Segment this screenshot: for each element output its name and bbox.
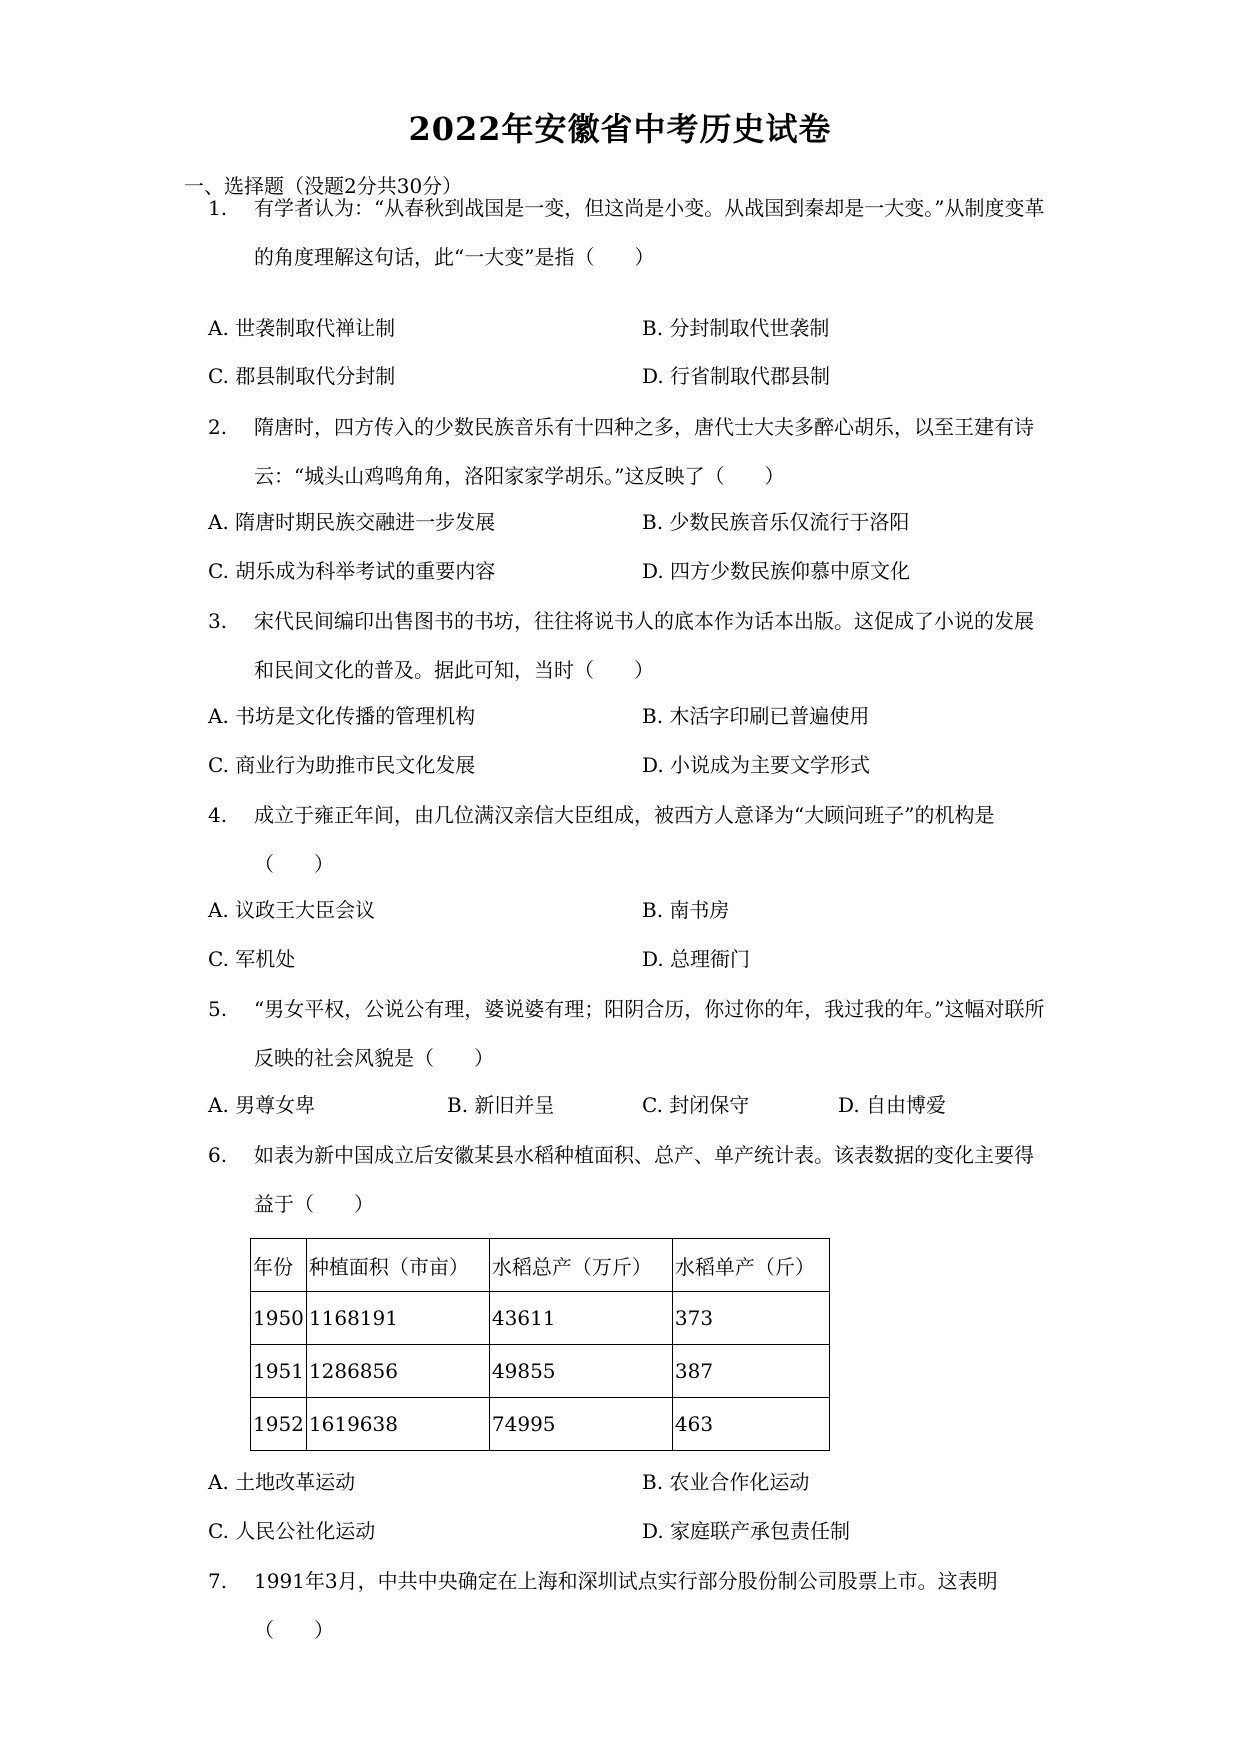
option-a: A. 世袭制取代禅让制 (208, 316, 396, 340)
option-b: B. 南书房 (642, 898, 730, 922)
option-a: A. 书坊是文化传播的管理机构 (208, 704, 476, 728)
question-number: 7. (208, 1569, 228, 1593)
option-b: B. 分封制取代世袭制 (642, 316, 830, 340)
question-stem: 成立于雍正年间，由几位满汉亲信大臣组成，被西方人意译为“大顾问班子”的机构是（ ） (254, 803, 995, 876)
table-header-row (251, 1239, 830, 1292)
table-row (251, 1398, 830, 1451)
page-title: 2022年安徽省中考历史试卷 (408, 110, 832, 148)
question-number: 2. (208, 415, 228, 439)
question-stem: 隋唐时，四方传入的少数民族音乐有十四种之多，唐代士大夫多醉心胡乐，以至王建有诗云：“城头山鸡鸣角角，洛阳家家学胡乐。”这反映了（ ） (254, 415, 1034, 488)
question-stem: 1991年3月，中共中央确定在上海和深圳试点实行部分股份制公司股票上市。这表明（ ） (254, 1569, 998, 1642)
table-cell: 1168191 (306, 1292, 489, 1345)
option-d: D. 四方少数民族仰慕中原文化 (642, 559, 911, 583)
table-row (251, 1292, 830, 1345)
table-header: 年份 (251, 1239, 307, 1292)
table-cell: 1619638 (306, 1398, 489, 1451)
option-b: B. 新旧并呈 (447, 1093, 555, 1117)
option-b: B. 少数民族音乐仅流行于洛阳 (642, 510, 910, 534)
option-c: C. 军机处 (208, 947, 296, 971)
table-header: 种植面积（市亩） (306, 1239, 489, 1292)
table-cell: 49855 (489, 1345, 672, 1398)
option-a: A. 土地改革运动 (208, 1470, 356, 1494)
option-c: C. 胡乐成为科举考试的重要内容 (208, 559, 496, 583)
option-d: D. 自由博爱 (838, 1093, 947, 1117)
option-d: D. 家庭联产承包责任制 (642, 1519, 851, 1543)
table-header: 水稻总产（万斤） (489, 1239, 672, 1292)
option-d: D. 行省制取代郡县制 (642, 364, 831, 388)
option-a: A. 议政王大臣会议 (208, 898, 376, 922)
option-b: B. 农业合作化运动 (642, 1470, 810, 1494)
section-heading: 一、选择题（没题2分共30分） (184, 174, 463, 198)
question-stem: 宋代民间编印出售图书的书坊，往往将说书人的底本作为话本出版。这促成了小说的发展和民间文化的普及。据此可知，当时（ ） (254, 609, 1034, 682)
question-5 (208, 985, 1048, 1083)
question-stem: 有学者认为：“从春秋到战国是一变，但这尚是小变。从战国到秦却是一大变。”从制度变革的角度理解这句话，此“一大变”是指（ ） (254, 196, 1045, 269)
table-cell: 463 (672, 1398, 829, 1451)
question-6 (208, 1131, 1048, 1229)
question-4 (208, 791, 1048, 889)
table-row (251, 1345, 830, 1398)
question-stem: “男女平权，公说公有理，婆说婆有理；阳阴合历，你过你的年，我过我的年。”这幅对联所反映的社会风貌是（ ） (254, 997, 1045, 1070)
question-2 (208, 403, 1048, 501)
table-cell: 1286856 (306, 1345, 489, 1398)
question-number: 3. (208, 609, 228, 633)
option-a: A. 男尊女卑 (208, 1093, 316, 1117)
question-1 (208, 184, 1048, 282)
table-cell: 387 (672, 1345, 829, 1398)
question-number: 5. (208, 997, 228, 1021)
table-header: 水稻单产（斤） (672, 1239, 829, 1292)
statistics-table (250, 1238, 830, 1451)
table-cell: 1950 (251, 1292, 307, 1345)
option-b: B. 木活字印刷已普遍使用 (642, 704, 870, 728)
table-cell: 373 (672, 1292, 829, 1345)
question-7 (208, 1557, 1048, 1655)
option-d: D. 总理衙门 (642, 947, 751, 971)
table-cell: 1951 (251, 1345, 307, 1398)
question-3 (208, 597, 1048, 695)
table-cell: 74995 (489, 1398, 672, 1451)
question-number: 6. (208, 1143, 228, 1167)
option-c: C. 人民公社化运动 (208, 1519, 376, 1543)
table-cell: 1952 (251, 1398, 307, 1451)
option-c: C. 商业行为助推市民文化发展 (208, 753, 476, 777)
option-c: C. 封闭保守 (642, 1093, 750, 1117)
table-cell: 43611 (489, 1292, 672, 1345)
option-c: C. 郡县制取代分封制 (208, 364, 396, 388)
question-number: 1. (208, 196, 228, 220)
question-number: 4. (208, 803, 228, 827)
option-d: D. 小说成为主要文学形式 (642, 753, 871, 777)
option-a: A. 隋唐时期民族交融进一步发展 (208, 510, 496, 534)
question-stem: 如表为新中国成立后安徽某县水稻种植面积、总产、单产统计表。该表数据的变化主要得益于（ ） (254, 1143, 1034, 1216)
